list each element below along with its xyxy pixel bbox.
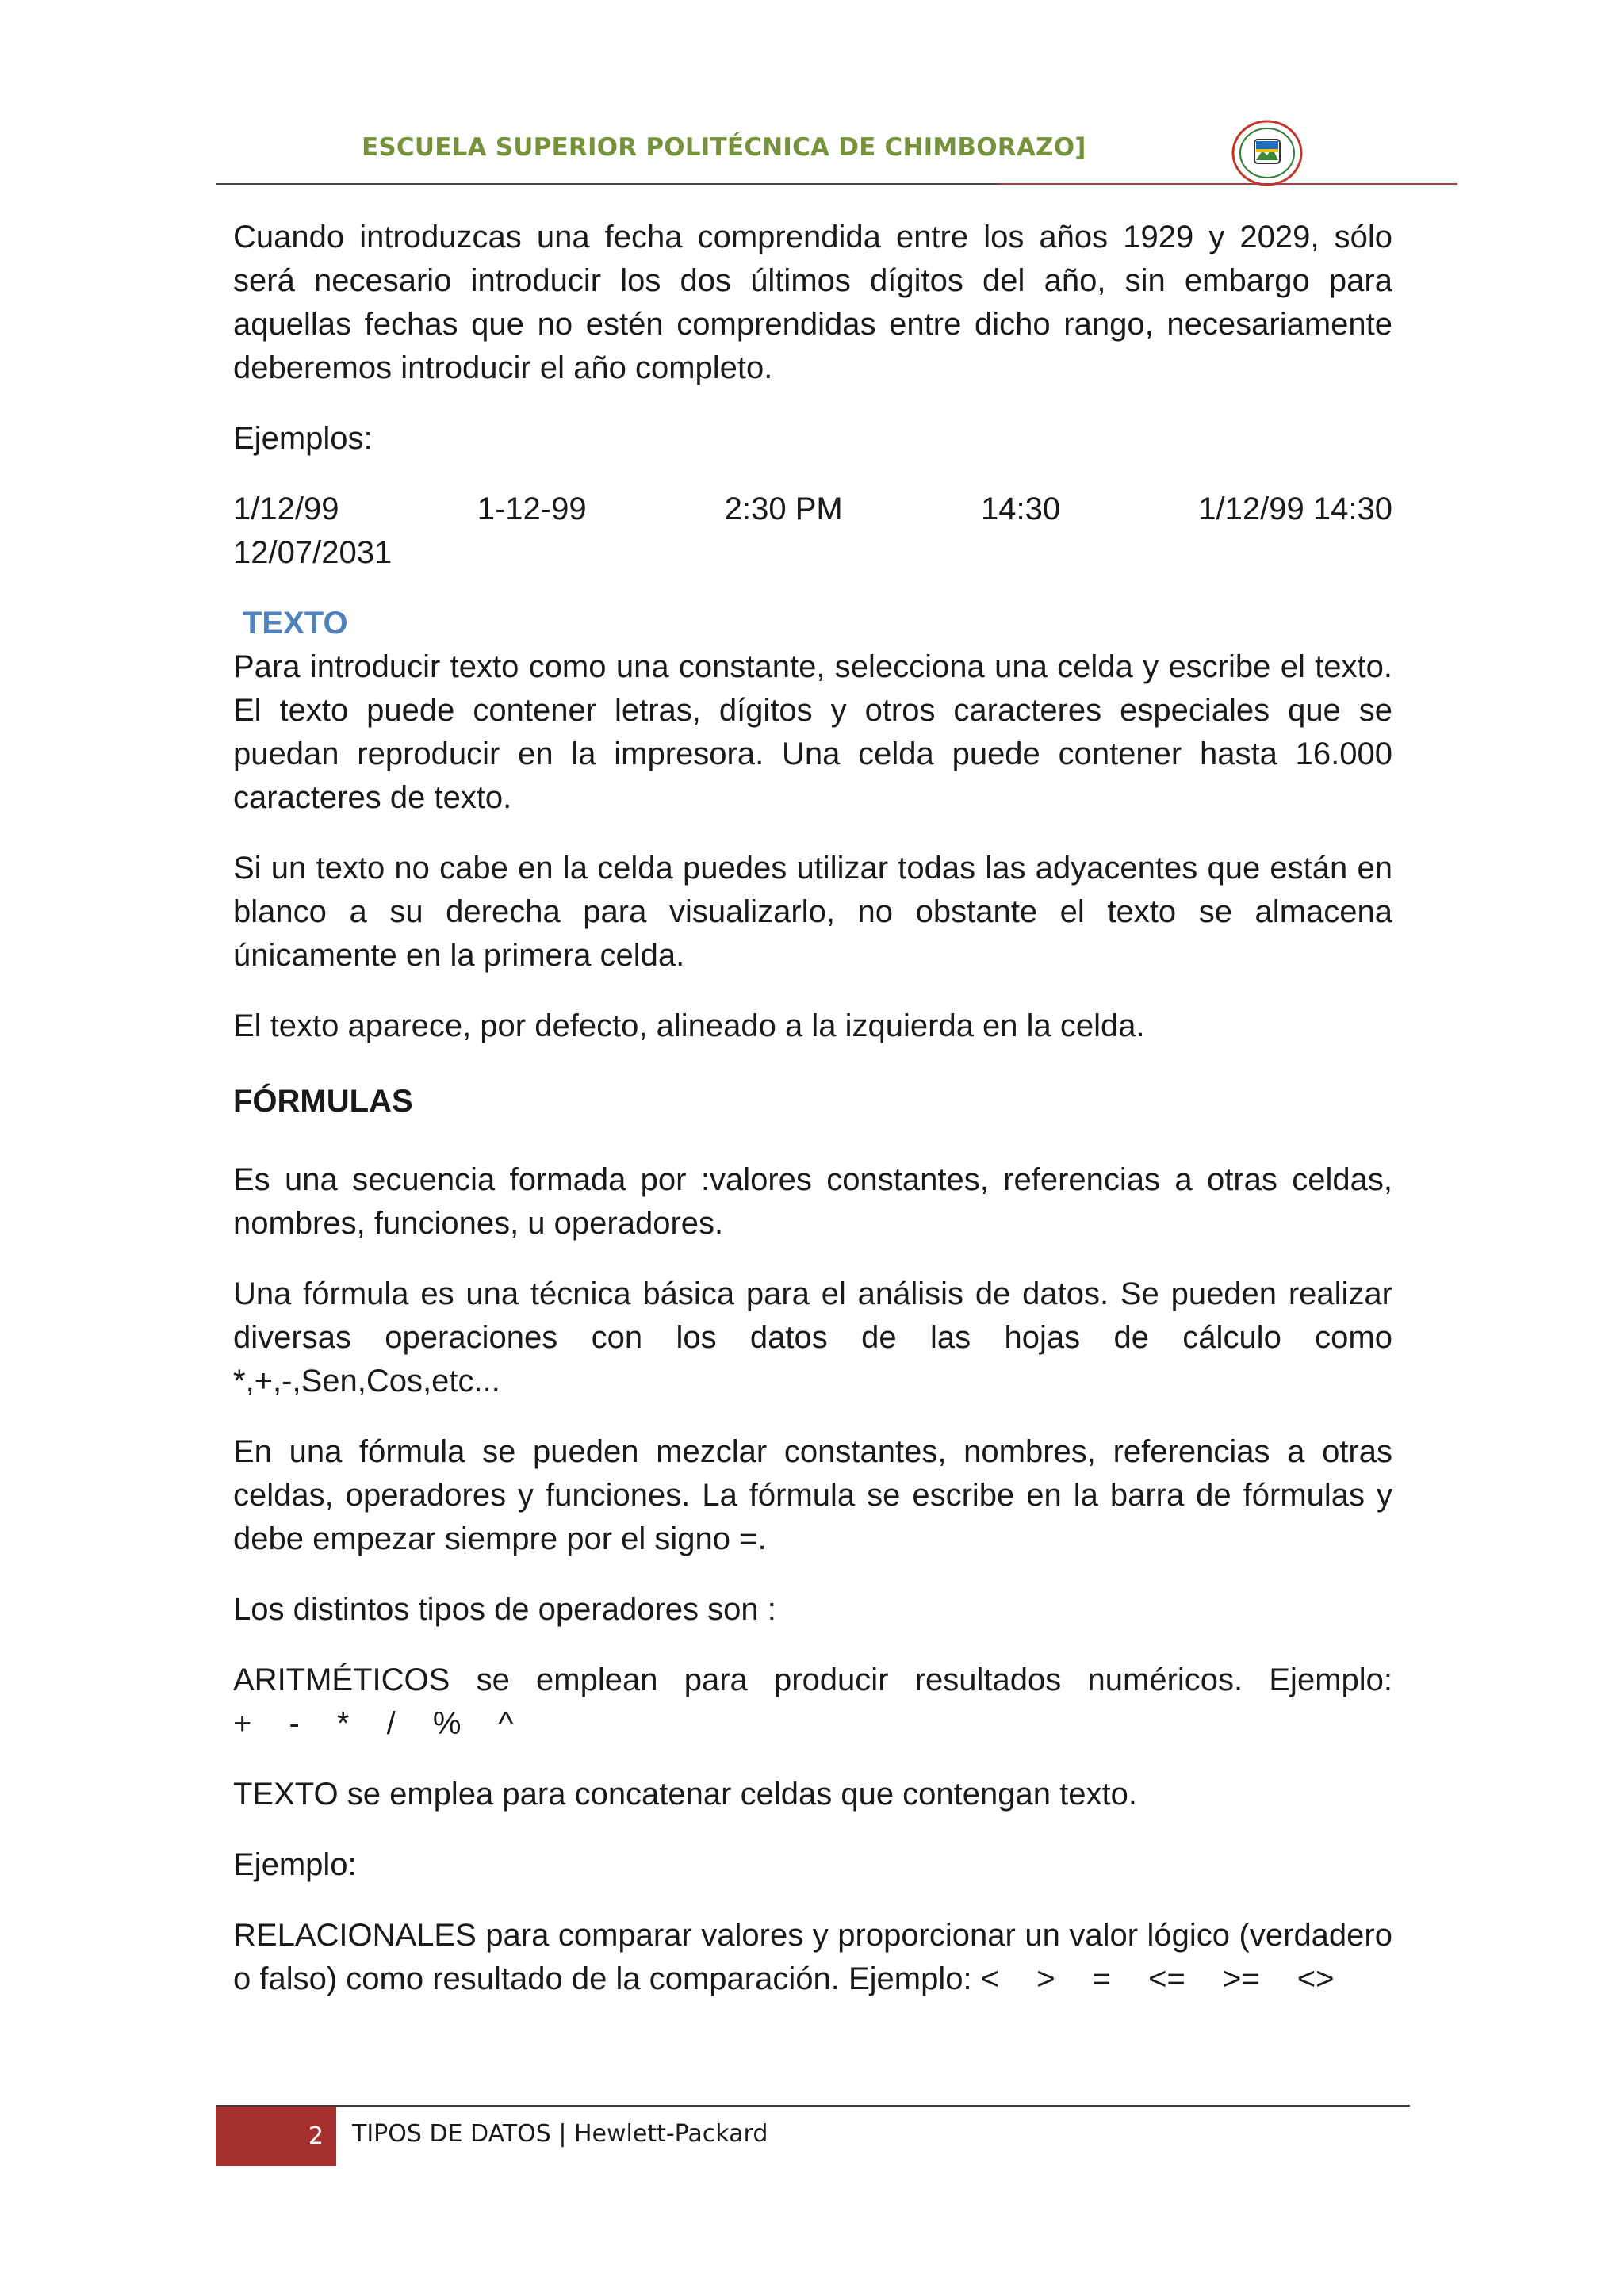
paragraph-texto-3: El texto aparece, por defecto, alineado a la izquierda en la celda.	[233, 1008, 1145, 1043]
paragraph-texto-1: Para introducir texto como una constante, selecciona una celda y escribe el texto. El texto puede contener letras, dígitos y otros caracteres especiales que se puedan reproducir en la impresora. Una celda puede contener hasta 16.000 caracteres de texto.	[233, 649, 1392, 815]
arithmetic-text: ARITMÉTICOS se emplean para producir resultados numéricos. Ejemplo:	[233, 1663, 1392, 1697]
date-example-4: 14:30	[980, 492, 1061, 526]
paragraph-texto-2: Si un texto no cabe en la celda puedes utilizar todas las adyacentes que están en blanco a su derecha para visualizarlo, no obstante el texto se almacena únicamente en la primera celda.	[233, 851, 1392, 973]
arithmetic-operators: + - * / % ^	[233, 1706, 514, 1741]
heading-formulas: FÓRMULAS	[233, 1084, 413, 1119]
examples-label: Ejemplos:	[233, 421, 373, 456]
paragraph-formulas-3: En una fórmula se pueden mezclar constantes, nombres, referencias a otras celdas, operadores y funciones. La fórmula se escribe en la barra de fórmulas y debe empezar siempre por el signo =.	[233, 1434, 1392, 1556]
header-divider	[216, 183, 1457, 185]
paragraph-formulas-2: Una fórmula es una técnica básica para el análisis de datos. Se pueden realizar diversas operaciones con los datos de las hojas de cálculo como *,+,-,Sen,Cos,etc...	[233, 1276, 1392, 1399]
institution-seal-icon	[1231, 119, 1304, 187]
footer-divider	[216, 2105, 1410, 2107]
paragraph-operators-intro: Los distintos tipos de operadores son :	[233, 1592, 776, 1627]
footer-text: TIPOS DE DATOS | Hewlett-Packard	[352, 2120, 768, 2148]
example-label: Ejemplo:	[233, 1847, 357, 1882]
date-example-1: 1/12/99	[233, 492, 339, 526]
relational-text: RELACIONALES para comparar valores y proporcionar un valor lógico (verdadero o falso) como resultado de la comparación. Ejemplo:	[233, 1918, 1392, 1996]
paragraph-arithmetic	[233, 1659, 1392, 1746]
date-examples-row	[233, 488, 1392, 531]
paragraph-dates-intro: Cuando introduzcas una fecha comprendida entre los años 1929 y 2029, sólo será necesario introducir los dos últimos dígitos del año, sin embargo para aquellas fechas que no estén comprendidas entre dicho rango, necesariamente deberemos introducir el año completo.	[233, 220, 1392, 385]
page-body	[233, 216, 1392, 2028]
date-example-2: 1-12-99	[477, 492, 587, 526]
header-title: ESCUELA SUPERIOR POLITÉCNICA DE CHIMBORAZO]	[362, 133, 1086, 162]
page-header	[216, 119, 1457, 184]
page-number: 2	[308, 2122, 324, 2150]
relational-operators: < > = <= >= <>	[980, 1961, 1335, 1996]
date-examples	[233, 488, 1392, 575]
heading-texto: TEXTO	[243, 606, 348, 641]
date-example-6: 12/07/2031	[233, 535, 393, 570]
date-example-5: 1/12/99 14:30	[1198, 492, 1392, 526]
paragraph-formulas-1: Es una secuencia formada por :valores constantes, referencias a otras celdas, nombres, funciones, u operadores.	[233, 1162, 1392, 1241]
date-example-3: 2:30 PM	[724, 492, 843, 526]
paragraph-relational	[233, 1914, 1392, 2001]
paragraph-text-operator: TEXTO se emplea para concatenar celdas que contengan texto.	[233, 1777, 1137, 1812]
page-number-badge	[216, 2107, 336, 2166]
